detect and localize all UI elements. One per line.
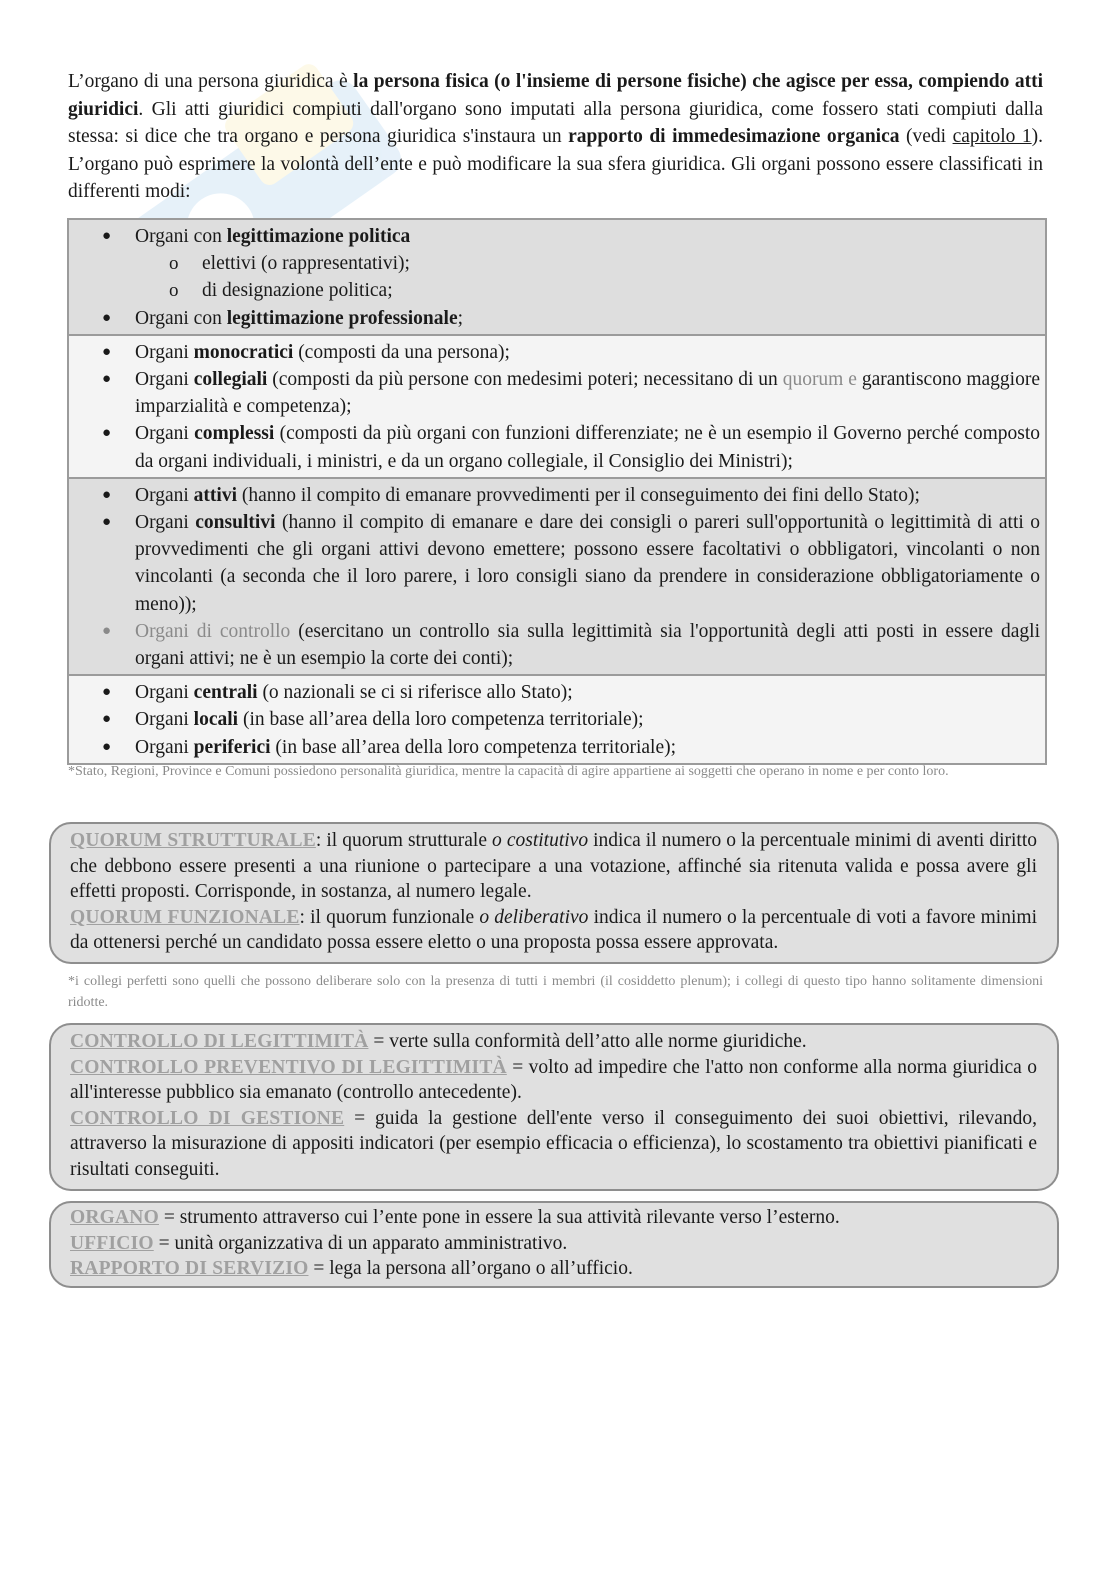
list-item: ● Organi attivi (hanno il compito di emanare provvedimenti per il conseguimento dei fini dello Stato);: [102, 484, 920, 506]
term-rapporto-servizio: RAPPORTO DI SERVIZIO: [70, 1258, 309, 1280]
footnote-legal-persons: *Stato, Regioni, Province e Comuni possiedono personalità giuridica, mentre la capacità di agire appartiene ai soggetti che operano in nome e per conto loro.: [68, 764, 949, 779]
list-item: ● Organi centrali (o nazionali se ci si riferisce allo Stato);: [102, 682, 573, 704]
intro-bold: rapporto di immedesimazione organica: [568, 126, 900, 148]
list-item: ● Organi collegiali (composti da più persone con medesimi poteri; necessitano di un quorum e garantiscono maggiore imparzialità e competenza);: [102, 369, 1041, 418]
list-item: ● Organi con legittimazione politica: [102, 226, 411, 247]
term-quorum-funzionale: QUORUM FUNZIONALE: [70, 906, 300, 928]
quorum-definition-box: QUORUM STRUTTURALE: il quorum strutturale o costitutivo indica il numero o la percentuale minimi di aventi diritto che debbono essere presenti a una riunione o partecipare a una votazione, affinché sia ritenuta valida e possa avere gli effetti proposti. Corrisponde, in sostanza, al numero legale. QUORUM FUNZIONALE: il quorum funzionale o deliberativo indica il numero o la percentuale di voti a favore minimi da ottenersi perché un candidato possa essere eletto o una proposta possa essere approvata.: [49, 822, 1059, 964]
term-controllo-legittimita: CONTROLLO DI LEGITTIMITÀ: [70, 1031, 369, 1052]
intro-text: (vedi: [899, 126, 953, 148]
control-definition-box: CONTROLLO DI LEGITTIMITÀ = verte sulla conformità dell’atto alle norme giuridiche. CONTROLLO PREVENTIVO DI LEGITTIMITÀ = volto ad impedire che l'atto non conforme alla norma giuridica o all'interesse pubblico sia emanato (controllo antecedente). CONTROLLO DI GESTIONE = guida la gestione dell'ente verso il conseguimento dei suoi obiettivi, rilevando, attraverso la misurazione di appositi indicatori (per esempio efficacia o efficienza), lo scostamento tra obiettivi pianificati e risultati conseguiti.: [49, 1023, 1059, 1191]
function-group: [69, 477, 1045, 674]
composition-group: [69, 334, 1045, 477]
footnote-perfect-colleges: *i collegi perfetti sono quelli che possono deliberare solo con la presenza di tutti i membri (il cosiddetto plenum); i collegi di questo tipo hanno solitamente dimensioni ridotte.: [68, 974, 1043, 1010]
sub-list-item: o elettivi (o rappresentativi);: [169, 253, 410, 275]
term-ufficio: UFFICIO: [70, 1232, 154, 1254]
sub-list-item: o di designazione politica;: [169, 280, 393, 302]
term-controllo-preventivo: CONTROLLO PREVENTIVO DI LEGITTIMITÀ: [70, 1056, 507, 1078]
intro-text: . Gli atti giuridici compiuti dall'organo sono imputati alla persona giuridica, come fossero stati compiuti dalla stessa: si dice che tra organo e persona giuridica s'instaura un: [68, 98, 1043, 148]
list-item: ● Organi monocratici (composti da una persona);: [102, 341, 510, 363]
intro-bold: la persona fisica (o l'insieme di persone fisiche) che agisce per essa, compiendo atti giuridici: [68, 71, 1043, 120]
organ-definition-box: ORGANO = strumento attraverso cui l’ente pone in essere la sua attività rilevante verso l’esterno. UFFICIO = unità organizzativa di un apparato amministrativo. RAPPORTO DI SERVIZIO = lega la persona all’organo o all’ufficio.: [49, 1201, 1059, 1288]
classification-table: [67, 218, 1047, 765]
territory-group: [69, 674, 1045, 763]
list-item: ● Organi con legittimazione professionale;: [102, 307, 464, 329]
list-item: ● Organi locali (in base all’area della loro competenza territoriale);: [102, 709, 644, 731]
term-quorum-strutturale: QUORUM STRUTTURALE: [70, 830, 316, 851]
list-item: ● Organi consultivi (hanno il compito di emanare e dare dei consigli o pareri sull'opportunità o legittimità di atti o provvedimenti che gli organi attivi devono emettere; possono essere facoltativi o obbligatori, vincolanti o non vincolanti (a seconda che il loro parere, i loro consigli siano da prendere in considerazione obbligatoriamente o meno));: [102, 512, 1041, 615]
legitimation-group: [69, 220, 1045, 334]
term-organo: ORGANO: [70, 1207, 159, 1228]
intro-text: L’organo di una persona giuridica è: [68, 71, 354, 92]
list-item: ● Organi di controllo (esercitano un controllo sia sulla legittimità sia l'opportunità degli atti posti in essere dagli organi attivi; ne è un esempio la corte dei conti);: [102, 620, 1040, 670]
intro-paragraph: [68, 68, 1043, 206]
intro-text: ). L’organo può esprimere la volontà dell’ente e può modificare la sua sfera giuridica. Gli organi possono essere classificati in differenti modi:: [68, 126, 1043, 203]
term-controllo-gestione: CONTROLLO DI GESTIONE: [70, 1107, 345, 1129]
list-item: ● Organi periferici (in base all’area della loro competenza territoriale);: [102, 736, 677, 758]
chapter-link[interactable]: capitolo 1: [952, 126, 1032, 148]
list-item: ● Organi complessi (composti da più organi con funzioni differenziate; ne è un esempio il Governo perché composto da organi individuali, i ministri, e da un organo collegiale, il Consiglio dei Ministri);: [102, 423, 1041, 472]
